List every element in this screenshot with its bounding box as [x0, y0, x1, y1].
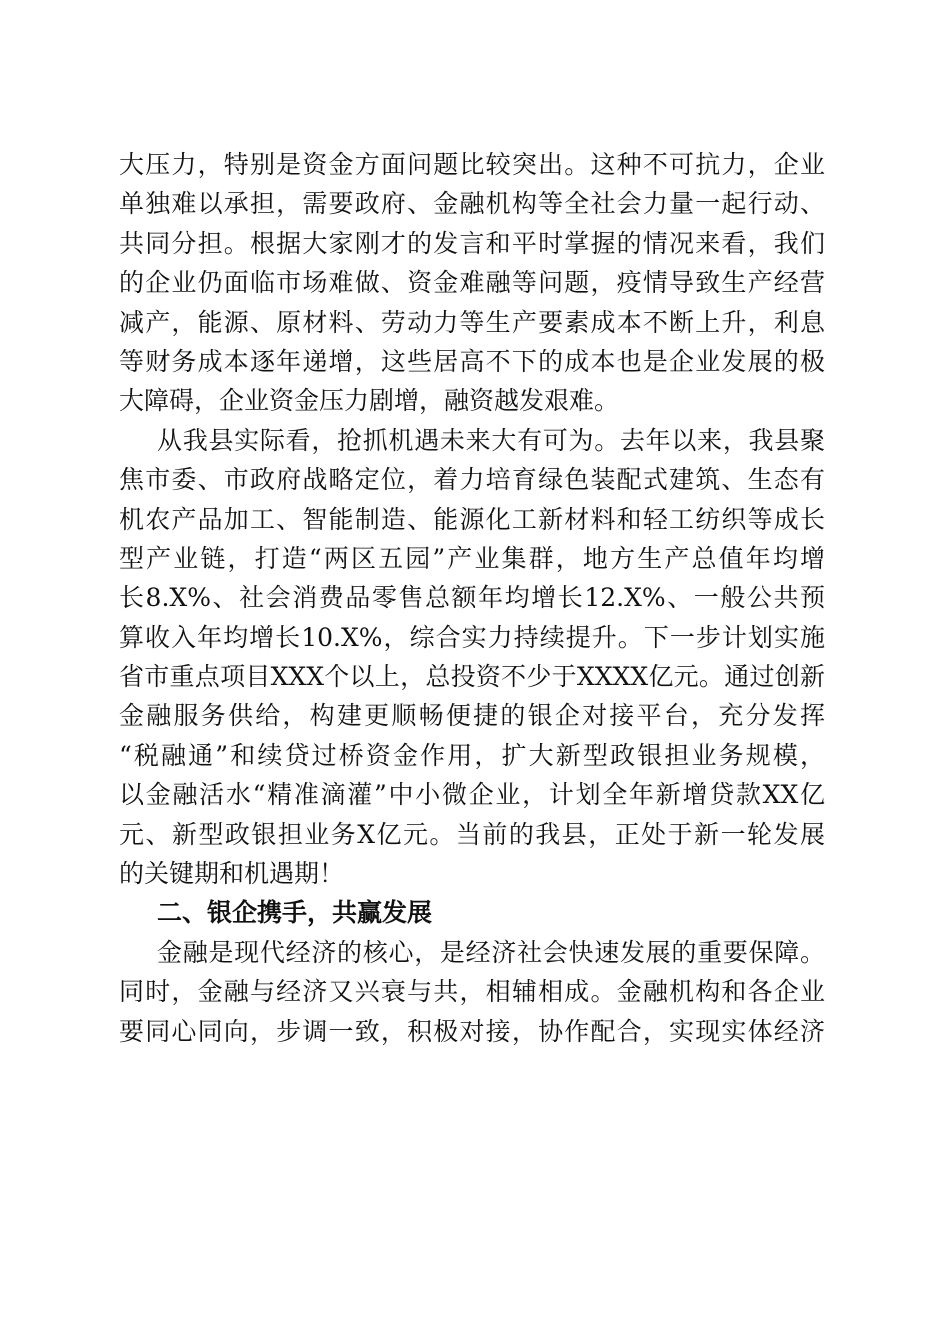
text-line: 单独难以承担，需要政府、金融机构等全社会力量一起行动、 [119, 189, 825, 219]
text-line: 算收入年均增长10.X%，综合实力持续提升。下一步计划实施 [119, 622, 825, 652]
text-line: 焦市委、市政府战略定位，着力培育绿色装配式建筑、生态有 [119, 465, 825, 495]
text-line: 同时，金融与经济又兴衰与共，相辅相成。金融机构和各企业 [119, 977, 825, 1007]
text-line: 型产业链，打造“两区五园”产业集群，地方生产总值年均增 [119, 543, 825, 573]
text-line: 的关键期和机遇期！ [119, 859, 345, 889]
text-line: 减产，能源、原材料、劳动力等生产要素成本不断上升，利息 [119, 307, 825, 337]
paragraph-county-outlook [119, 421, 825, 894]
document-body [119, 145, 825, 1051]
text-line: 以金融活水“精准滴灌”中小微企业，计划全年新增贷款XX亿 [119, 780, 825, 810]
text-line: 长8.X%、社会消费品零售总额年均增长12.X%、一般公共预 [119, 583, 825, 613]
text-line: 共同分担。根据大家刚才的发言和平时掌握的情况来看，我们 [119, 228, 825, 258]
section-title: 二、银企携手，共赢发展 [157, 898, 433, 928]
paragraph-enterprise-pressure [119, 145, 825, 421]
text-line: 元、新型政银担业务X亿元。当前的我县，正处于新一轮发展 [119, 819, 825, 849]
text-line: 省市重点项目XXX个以上，总投资不少于XXXX亿元。通过创新 [119, 662, 825, 692]
text-line: 大压力，特别是资金方面问题比较突出。这种不可抗力，企业 [119, 150, 825, 179]
text-line: “税融通”和续贷过桥资金作用，扩大新型政银担业务规模， [119, 740, 825, 770]
text-line: 大障碍，企业资金压力剧增，融资越发艰难。 [119, 386, 620, 416]
text-line: 金融是现代经济的核心，是经济社会快速发展的重要保障。 [157, 937, 825, 967]
text-line: 金融服务供给，构建更顺畅便捷的银企对接平台，充分发挥 [119, 701, 825, 731]
text-line: 等财务成本逐年递增，这些居高不下的成本也是企业发展的极 [119, 346, 825, 376]
paragraph-finance-core [119, 933, 825, 1051]
text-line: 要同心同向，步调一致，积极对接，协作配合，实现实体经济 [119, 1016, 825, 1046]
text-line: 机农产品加工、智能制造、能源化工新材料和轻工纺织等成长 [119, 504, 825, 534]
text-line: 从我县实际看，抢抓机遇未来大有可为。去年以来，我县聚 [157, 425, 825, 455]
section-heading [119, 893, 825, 932]
text-line: 的企业仍面临市场难做、资金难融等问题，疫情导致生产经营 [119, 268, 825, 298]
